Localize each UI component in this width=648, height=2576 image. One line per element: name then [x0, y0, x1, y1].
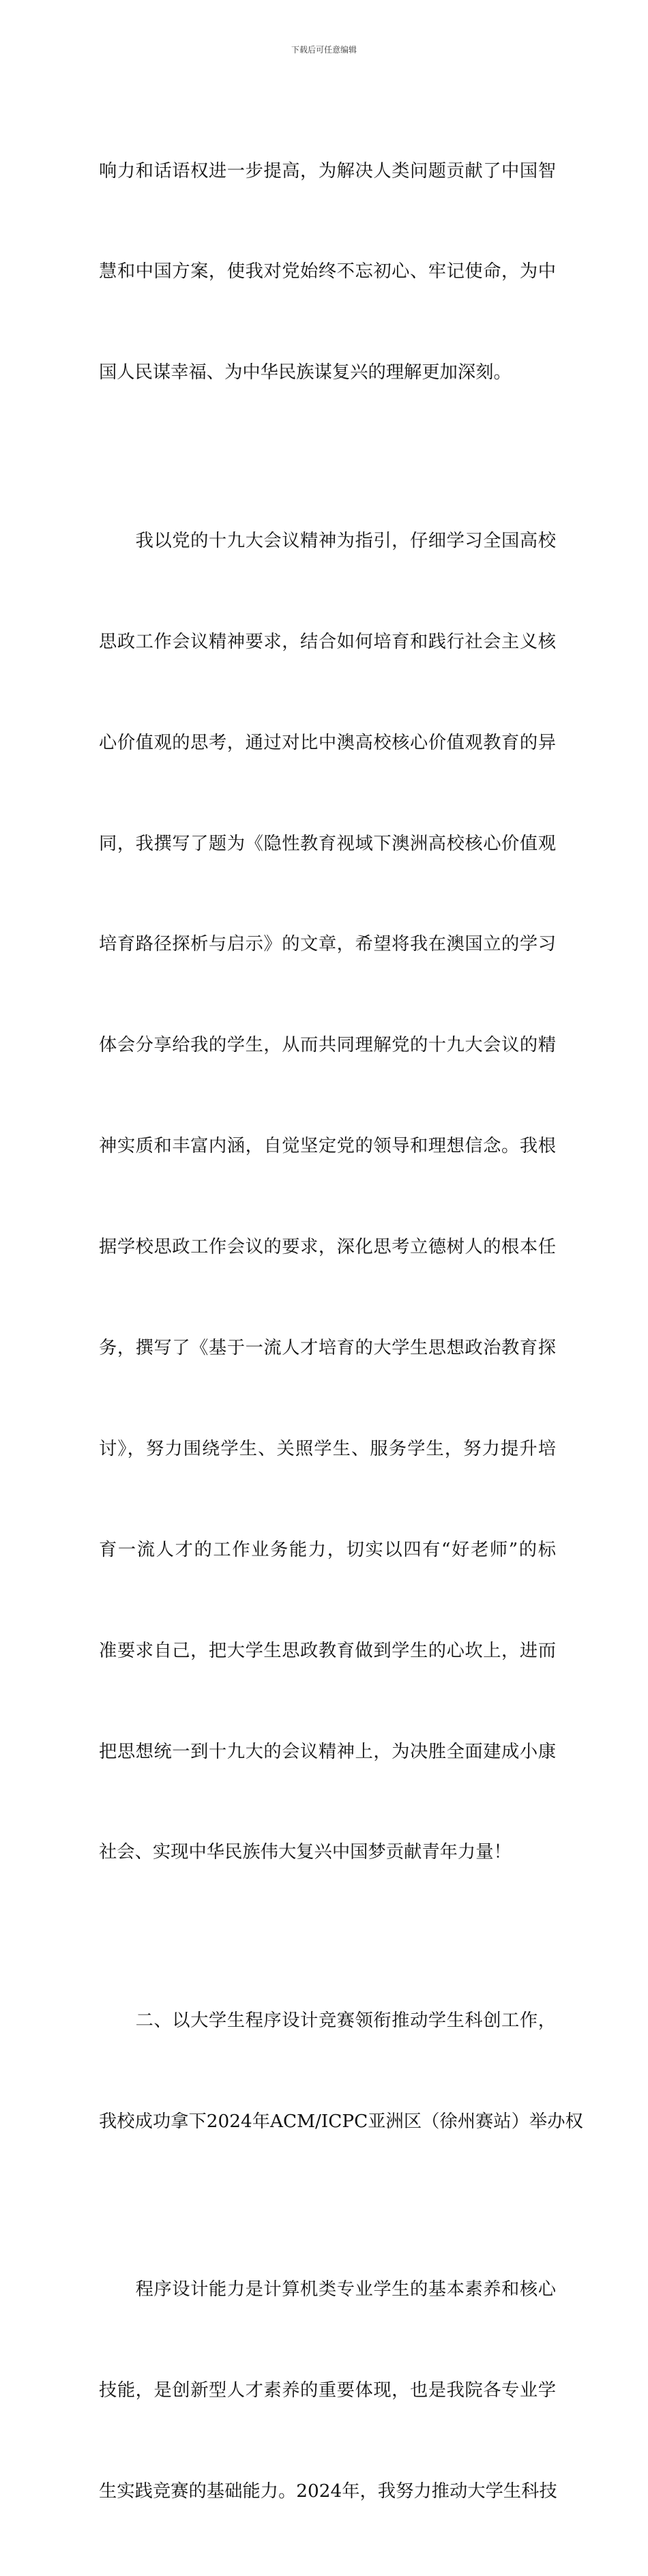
document-body — [99, 87, 583, 2576]
paragraph-1 — [99, 87, 556, 457]
text-line: 响力和话语权进一步提高，为解决人类问题贡献了中国智 — [99, 160, 556, 181]
paragraph-2 — [99, 457, 556, 1937]
text-line: 讨》，努力围绕学生、关照学生、服务学生，努力提升培 — [99, 1438, 556, 1459]
paragraph-4 — [99, 2206, 556, 2576]
text-line: 神实质和丰富内涵，自觉坚定党的领导和理想信念。我根 — [99, 1136, 556, 1157]
text-line: 培育路径探析与启示》的文章，希望将我在澳国立的学习 — [99, 934, 556, 955]
text-line: 社会、实现中华民族伟大复兴中国梦贡献青年力量！ — [99, 1842, 512, 1863]
text-line: 准要求自己，把大学生思政教育做到学生的心坎上，进而 — [99, 1640, 556, 1661]
page-header: 下载后可任意编辑 — [291, 45, 357, 55]
text-line: 体会分享给我的学生，从而共同理解党的十九大会议的精 — [99, 1035, 556, 1056]
text-line: 二、以大学生程序设计竞赛领衔推动学生科创工作， — [99, 2010, 556, 2031]
text-line: 据学校思政工作会议的要求，深化思考立德树人的根本任 — [99, 1237, 556, 1258]
text-line: 心价值观的思考，通过对比中澳高校核心价值观教育的异 — [99, 732, 556, 753]
section-heading-2 — [99, 1937, 583, 2206]
text-line: 育一流人才的工作业务能力，切实以四有“好老师”的标 — [99, 1539, 556, 1560]
text-line: 生实践竞赛的基础能力。2024年，我努力推动大学生科技 — [99, 2481, 557, 2502]
text-line: 慧和中国方案，使我对党始终不忘初心、牢记使命，为中 — [99, 261, 556, 282]
text-line: 把思想统一到十九大的会议精神上，为决胜全面建成小康 — [99, 1741, 556, 1762]
text-line: 国人民谋幸福、为中华民族谋复兴的理解更加深刻。 — [99, 362, 512, 383]
text-line: 思政工作会议精神要求，结合如何培育和践行社会主义核 — [99, 631, 556, 652]
text-line: 同，我撰写了题为《隐性教育视域下澳洲高校核心价值观 — [99, 833, 556, 854]
text-line: 技能，是创新型人才素养的重要体现，也是我院各专业学 — [99, 2380, 556, 2401]
text-line: 我校成功拿下2024年ACM/ICPC亚洲区（徐州赛站）举办权 — [99, 2111, 583, 2132]
text-line: 务，撰写了《基于一流人才培育的大学生思想政治教育探 — [99, 1337, 556, 1358]
text-line: 程序设计能力是计算机类专业学生的基本素养和核心 — [99, 2279, 556, 2300]
text-line: 我以党的十九大会议精神为指引，仔细学习全国高校 — [99, 530, 556, 551]
